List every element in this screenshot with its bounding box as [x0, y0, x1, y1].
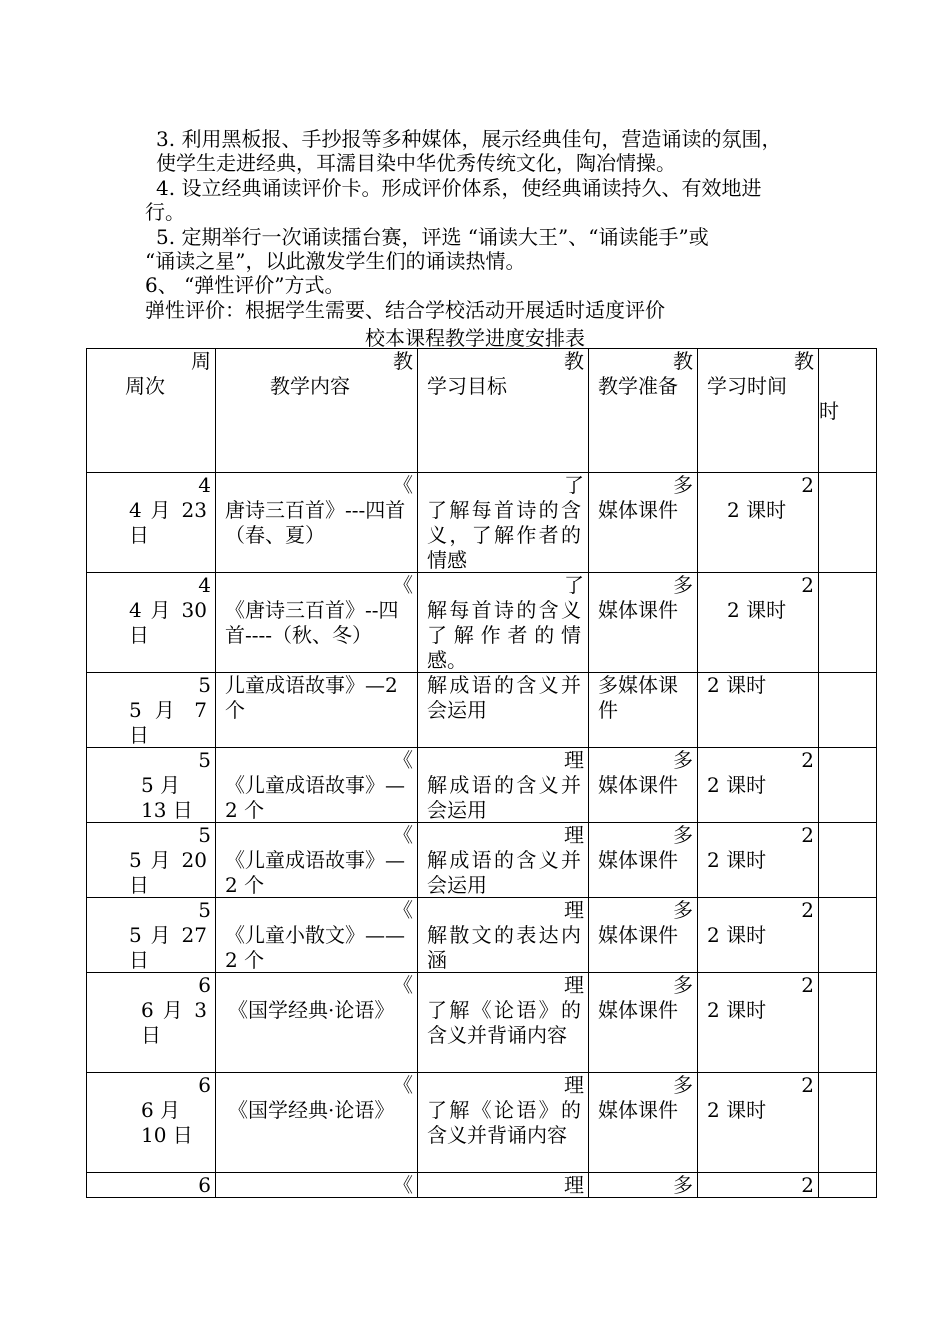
week-date: 5 月 7 日: [129, 698, 207, 747]
teaching-prep: 媒体课件: [598, 848, 678, 872]
lesson-content: 《唐诗三百首》--四首----（秋、冬）: [225, 598, 399, 647]
prep-cell: [589, 1073, 698, 1173]
week-date: 6 月 3 日: [141, 998, 207, 1047]
learning-goal: 了解《论语》的含义并背诵内容: [427, 1098, 581, 1147]
learning-goal: 了解《论语》的含义并背诵内容: [427, 998, 581, 1047]
content-cell: [216, 1073, 418, 1173]
overflow-char: 《: [393, 973, 413, 997]
study-time: 2 课时: [707, 773, 767, 797]
table-row: [87, 573, 877, 673]
week-cell: [87, 973, 216, 1073]
week-date: 5 月 20 日: [129, 848, 207, 897]
paragraph-6: 6、 “弹性评价”方式。: [145, 273, 345, 297]
overflow-char: 多: [673, 898, 693, 922]
content-cell: [216, 973, 418, 1073]
goal-cell: [418, 973, 589, 1073]
extra-cell: [819, 748, 877, 823]
paragraph-4-line-2: 行。: [145, 200, 185, 224]
table-row: [87, 748, 877, 823]
header-overflow-char: 周: [191, 349, 211, 373]
learning-goal: 解散文的表达内涵: [427, 923, 581, 972]
time-cell: [698, 973, 819, 1073]
header-extra-cell: [819, 349, 877, 473]
study-time: 2 课时: [727, 498, 787, 522]
paragraph-5-line-1: 5. 定期举行一次诵读擂台赛，评选 “诵读大王”、“诵读能手”或: [156, 225, 709, 249]
week-cell: [87, 1173, 216, 1198]
paragraph-3-line-2: 使学生走进经典，耳濡目染中华优秀传统文化，陶冶情操。: [156, 151, 676, 175]
extra-cell: [819, 1173, 877, 1198]
time-cell: [698, 473, 819, 573]
overflow-char: 2: [801, 573, 814, 597]
overflow-char: 了: [564, 473, 584, 497]
overflow-char: 2: [801, 748, 814, 772]
paragraph-3-line-1: 3. 利用黑板报、手抄报等多种媒体，展示经典佳句，营造诵读的氛围，: [156, 127, 782, 151]
header-content: 教学内容: [270, 374, 350, 398]
teaching-prep: 媒体课件: [598, 598, 678, 622]
overflow-char: 多: [673, 473, 693, 497]
overflow-char: 6: [198, 1173, 211, 1197]
overflow-char: 2: [801, 898, 814, 922]
time-cell: [698, 673, 819, 748]
overflow-char: 4: [198, 573, 211, 597]
header-extra: 时: [819, 399, 839, 423]
header-content-cell: [216, 349, 418, 473]
content-cell: [216, 898, 418, 973]
table-row: [87, 673, 877, 748]
paragraph-5-line-2: “诵读之星”，以此激发学生们的诵读热情。: [145, 249, 526, 273]
lesson-content: 《儿童小散文》——2 个: [225, 923, 405, 972]
lesson-content: 《儿童成语故事》—2 个: [225, 773, 405, 822]
overflow-char: 2: [801, 973, 814, 997]
lesson-content: 《国学经典·论语》: [228, 998, 395, 1022]
overflow-char: 了: [564, 573, 584, 597]
week-date: 5 月 27 日: [129, 923, 207, 972]
week-date: 4 月 30 日: [129, 598, 207, 647]
prep-cell: [589, 573, 698, 673]
overflow-char: 多: [673, 823, 693, 847]
learning-goal: 解成语的含义并会运用: [427, 673, 581, 722]
goal-cell: [418, 1073, 589, 1173]
teaching-prep: 媒体课件: [598, 923, 678, 947]
overflow-char: 5: [198, 673, 211, 697]
learning-goal: 了解每首诗的含义，了解作者的情感: [427, 498, 581, 572]
extra-cell: [819, 1073, 877, 1173]
extra-cell: [819, 673, 877, 748]
content-cell: [216, 473, 418, 573]
week-date: 5 月 13 日: [141, 773, 193, 822]
header-overflow-char: 教: [794, 349, 814, 373]
overflow-char: 多: [673, 1173, 693, 1197]
study-time: 2 课时: [707, 1098, 767, 1122]
overflow-char: 理: [564, 1173, 584, 1197]
extra-cell: [819, 473, 877, 573]
week-cell: [87, 823, 216, 898]
learning-goal: 解成语的含义并会运用: [427, 773, 581, 822]
lesson-content: 唐诗三百首》---四首（春、夏）: [225, 498, 406, 547]
overflow-char: 《: [393, 473, 413, 497]
overflow-char: 理: [564, 823, 584, 847]
overflow-char: 2: [801, 1173, 814, 1197]
goal-cell: [418, 898, 589, 973]
overflow-char: 多: [673, 1073, 693, 1097]
study-time: 2 课时: [707, 848, 767, 872]
table-row: [87, 898, 877, 973]
header-overflow-char: 教: [673, 349, 693, 373]
teaching-prep: 媒体课件: [598, 998, 678, 1022]
table-row: [87, 973, 877, 1073]
prep-cell: [589, 473, 698, 573]
extra-cell: [819, 823, 877, 898]
learning-goal: 解成语的含义并会运用: [427, 848, 581, 897]
week-date: 4 月 23 日: [129, 498, 207, 547]
paragraph-4-line-1: 4. 设立经典诵读评价卡。形成评价体系，使经典诵读持久、有效地进: [156, 176, 762, 200]
learning-goal: 解每首诗的含义了解作者的情感。: [427, 598, 581, 672]
header-week: 周次: [125, 374, 165, 398]
time-cell: [698, 573, 819, 673]
overflow-char: 5: [198, 748, 211, 772]
lesson-content: 儿童成语故事》—2个: [225, 673, 398, 722]
overflow-char: 《: [393, 898, 413, 922]
goal-cell: [418, 748, 589, 823]
table-header-row: [87, 349, 877, 473]
overflow-char: 2: [801, 823, 814, 847]
teaching-prep: 媒体课件: [598, 498, 678, 522]
header-week-cell: [87, 349, 216, 473]
overflow-char: 《: [393, 1173, 413, 1197]
header-time-cell: [698, 349, 819, 473]
header-goal: 学习目标: [427, 374, 507, 398]
overflow-char: 6: [198, 1073, 211, 1097]
week-cell: [87, 748, 216, 823]
study-time: 2 课时: [707, 673, 767, 697]
week-cell: [87, 473, 216, 573]
header-overflow-char: 教: [393, 349, 413, 373]
overflow-char: 2: [801, 1073, 814, 1097]
goal-cell: [418, 473, 589, 573]
goal-cell: [418, 1173, 589, 1198]
overflow-char: 理: [564, 1073, 584, 1097]
header-prep: 教学准备: [598, 374, 678, 398]
extra-cell: [819, 573, 877, 673]
overflow-char: 理: [564, 973, 584, 997]
week-cell: [87, 898, 216, 973]
overflow-char: 2: [801, 473, 814, 497]
overflow-char: 《: [393, 823, 413, 847]
week-cell: [87, 673, 216, 748]
study-time: 2 课时: [727, 598, 787, 622]
content-cell: [216, 673, 418, 748]
goal-cell: [418, 573, 589, 673]
time-cell: [698, 823, 819, 898]
overflow-char: 理: [564, 748, 584, 772]
prep-cell: [589, 898, 698, 973]
overflow-char: 理: [564, 898, 584, 922]
study-time: 2 课时: [707, 923, 767, 947]
prep-cell: [589, 673, 698, 748]
header-time: 学习时间: [707, 374, 787, 398]
table-row: [87, 473, 877, 573]
table-row: [87, 823, 877, 898]
extra-cell: [819, 973, 877, 1073]
overflow-char: 5: [198, 898, 211, 922]
overflow-char: 多: [673, 748, 693, 772]
time-cell: [698, 1073, 819, 1173]
time-cell: [698, 1173, 819, 1198]
overflow-char: 4: [198, 473, 211, 497]
goal-cell: [418, 673, 589, 748]
overflow-char: 《: [393, 573, 413, 597]
table-row: [87, 1073, 877, 1173]
lesson-content: 《儿童成语故事》—2 个: [225, 848, 405, 897]
study-time: 2 课时: [707, 998, 767, 1022]
header-overflow-char: 教: [564, 349, 584, 373]
content-cell: [216, 823, 418, 898]
extra-cell: [819, 898, 877, 973]
content-cell: [216, 748, 418, 823]
teaching-prep: 媒体课件: [598, 773, 678, 797]
overflow-char: 多: [673, 573, 693, 597]
prep-cell: [589, 973, 698, 1073]
overflow-char: 6: [198, 973, 211, 997]
header-prep-cell: [589, 349, 698, 473]
teaching-prep: 媒体课件: [598, 1098, 678, 1122]
time-cell: [698, 748, 819, 823]
table-title: 校本课程教学进度安排表: [365, 326, 585, 350]
paragraph-elastic-evaluation: 弹性评价：根据学生需要、结合学校活动开展适时适度评价: [145, 298, 665, 322]
header-goal-cell: [418, 349, 589, 473]
time-cell: [698, 898, 819, 973]
week-cell: [87, 1073, 216, 1173]
overflow-char: 5: [198, 823, 211, 847]
goal-cell: [418, 823, 589, 898]
content-cell: [216, 573, 418, 673]
lesson-content: 《国学经典·论语》: [228, 1098, 395, 1122]
overflow-char: 多: [673, 973, 693, 997]
prep-cell: [589, 748, 698, 823]
content-cell: [216, 1173, 418, 1198]
table-row: [87, 1173, 877, 1198]
week-cell: [87, 573, 216, 673]
prep-cell: [589, 823, 698, 898]
week-date: 6 月 10 日: [141, 1098, 193, 1147]
overflow-char: 《: [393, 748, 413, 772]
prep-cell: [589, 1173, 698, 1198]
teaching-prep: 多媒体课件: [598, 673, 678, 722]
overflow-char: 《: [393, 1073, 413, 1097]
schedule-table: [86, 348, 877, 1198]
